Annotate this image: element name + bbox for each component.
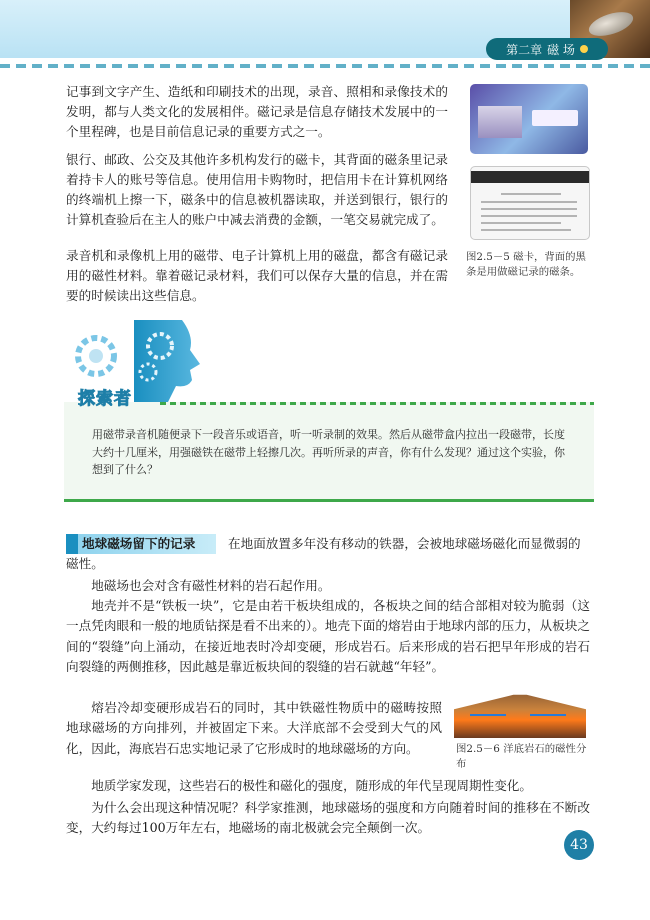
section-title: 地球磁场留下的记录: [66, 534, 216, 554]
section-first-line-cont: 磁性。: [66, 556, 104, 571]
tab-dot-icon: [580, 45, 588, 53]
figure-caption-rock: 图2.5－6 洋底岩石的磁性分布: [456, 743, 587, 770]
magnetic-card-figure: [470, 84, 590, 246]
spoon-image: [586, 7, 636, 40]
card-text-line: [481, 229, 571, 231]
page-number: 43: [564, 830, 594, 860]
paragraph-magnetic-card: 银行、邮政、公交及其他许多机构发行的磁卡，其背面的磁条里记录着持卡人的账号等信息。使用信用卡购物时，把信用卡在计算机网络的终端机上擦一下，磁条中的信息被机器读取，并送到银行，银行的计算机查验后在主人的账户中减去消费的金额，一笔交易就完成了。: [66, 152, 448, 227]
paragraph-magnetic-media: 录音机和录像机上用的磁带、电子计算机上用的磁盘，都含有磁记录用的磁性材料。靠着磁记录材料，我们可以保存大量的信息，并在需要的时候读出这些信息。: [66, 248, 448, 303]
arrow-right-icon: [530, 714, 566, 716]
explorer-label: 探索者: [78, 389, 132, 409]
section-paragraph-4: 地质学家发现，这些岩石的极性和磁化的强度，随形成的年代呈现周期性变化。: [91, 778, 532, 793]
card-back-image: [470, 166, 590, 240]
explorer-bottom-line: [64, 499, 594, 502]
card-front-image: [470, 84, 588, 154]
card-text-line: [481, 201, 577, 203]
explorer-text: 用磁带录音机随便录下一段音乐或语音，听一听录制的效果。然后从磁带盒内拉出一段磁带，长度大约十几厘米，用强磁铁在磁带上轻擦几次。再听所录的声音，你有什么发现？通过这个实验，你想到了什么？: [92, 428, 565, 476]
magnetic-stripe: [471, 171, 589, 183]
figure-caption-card: 图2.5－5 磁卡，背面的黑条是用做磁记录的磁条。: [466, 251, 586, 278]
explorer-dashed-line: [160, 402, 594, 405]
section-paragraph-2: 地壳并不是“铁板一块”，它是由若干板块组成的，各板块之间的结合部相对较为脆弱（这一点凭肉眼和一般的地质钻探是看不出来的）。地壳下面的熔岩由于地球内部的压力，从板块之间的“裂缝”向上涌动，在接近地表时冷却变硬，形成岩石。后来形成的岩石把早年形成的岩石向裂缝的两侧推移，因此越是靠近板块间的裂缝的岩石就越“年轻”。: [66, 598, 590, 675]
header-divider: [0, 64, 650, 68]
card-text-line: [501, 193, 561, 195]
card-text-line: [481, 222, 561, 224]
chapter-topic: 磁 场: [547, 42, 575, 57]
card-title-box: [532, 110, 578, 126]
arrow-left-icon: [470, 714, 506, 716]
paragraph-intro: 记事到文字产生、造纸和印刷技术的出现，录音、照相和录像技术的发明，都与人类文化的发展相伴。磁记录是信息存储技术发展中的一个里程碑，也是目前信息记录的重要方式之一。: [66, 84, 448, 139]
section-paragraph-5: 为什么会出现这种情况呢？科学家推测，地球磁场的强度和方向随着时间的推移在不断改变，大约每过100万年左右，地磁场的南北极就会完全颠倒一次。: [66, 800, 590, 836]
section-paragraph-3: 熔岩冷却变硬形成岩石的同时，其中铁磁性物质中的磁畴按照地球磁场的方向排列，并被固定下来。大洋底部不会受到大气的风化，因此，海底岩石忠实地记录了它形成时的地球磁场的方向。: [66, 700, 442, 756]
card-text-line: [481, 208, 577, 210]
chapter-tab: [486, 38, 608, 60]
section-paragraph-1: 地磁场也会对含有磁性材料的岩石起作用。: [91, 578, 331, 593]
building-image: [478, 106, 522, 138]
chapter-number: 第二章: [506, 42, 543, 57]
section-first-line: 在地面放置多年没有移动的铁器，会被地球磁场磁化而显微弱的: [228, 536, 581, 551]
card-text-line: [481, 215, 577, 217]
